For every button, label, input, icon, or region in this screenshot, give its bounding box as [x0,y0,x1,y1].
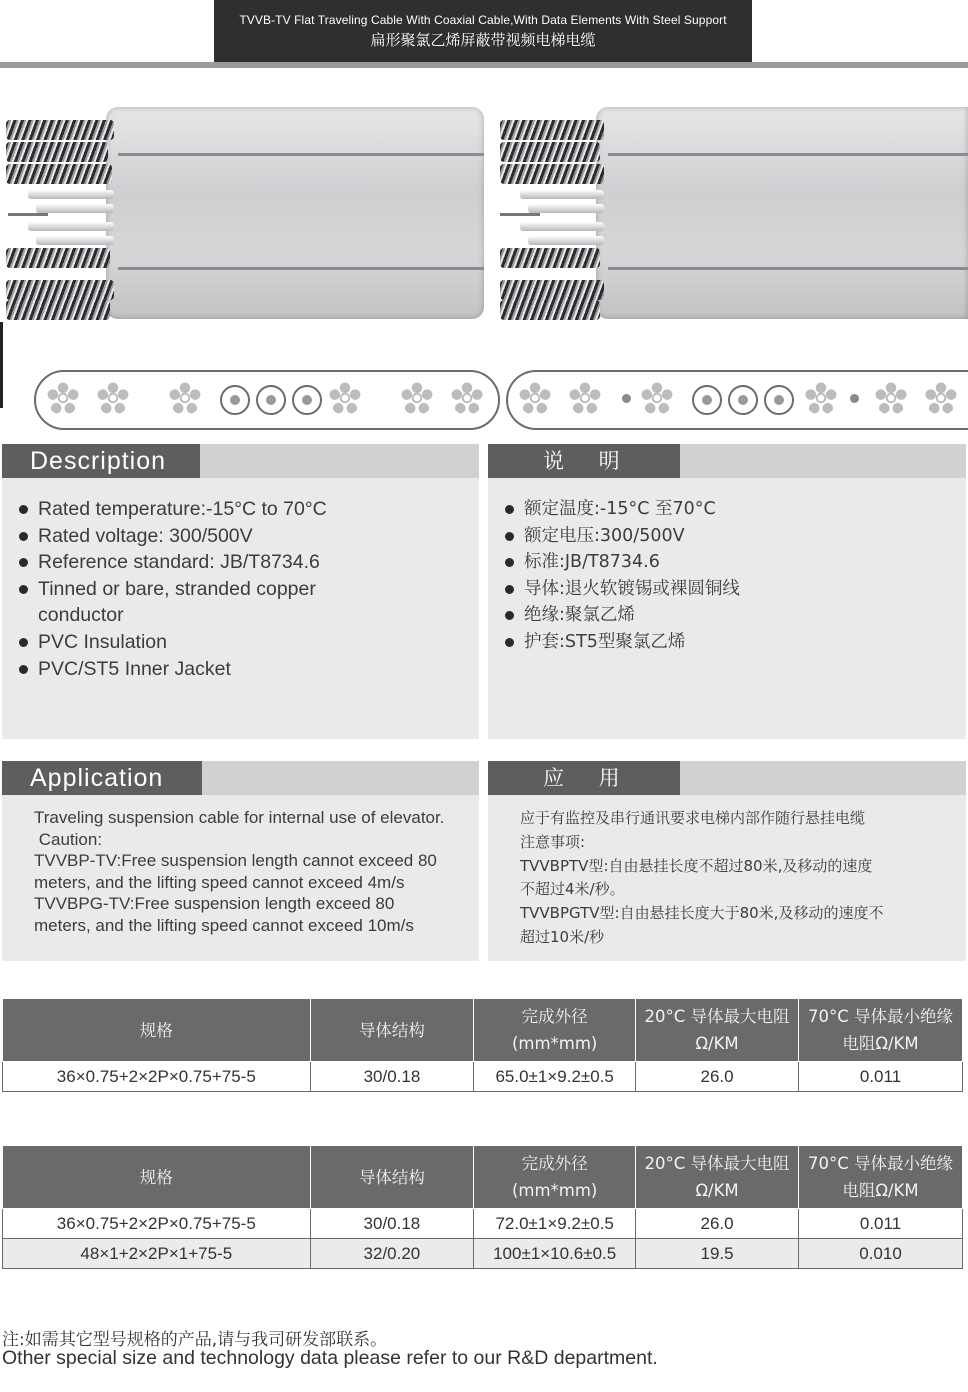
cell-conductor: 32/0.20 [310,1239,474,1269]
header-diameter-line1: 完成外径 [521,1007,588,1026]
cell-resistance: 19.5 [636,1239,799,1269]
header-insulation [799,1146,963,1209]
description-cn-list [502,496,740,656]
wire-bundle [6,248,110,268]
coax-element [220,385,250,415]
coax-core [36,236,114,245]
header-diameter [474,999,636,1062]
coax-core [28,222,114,231]
page-header [214,0,752,62]
text-line: 注意事项: [520,832,586,851]
conductor-strand [46,381,80,415]
conductor-strand [328,381,362,415]
header-title-cn: 扁形聚氯乙烯屏蔽带视频电梯电缆 [370,31,596,49]
cable-jacket [106,107,484,319]
cable-ridge-top [608,153,968,156]
steel-wire-dot [622,394,631,403]
conductor-strand [640,381,674,415]
header-insulation-line2: 电阻Ω/KM [842,1181,919,1200]
list-item: 额定电压:300/500V [502,523,740,550]
coax-element [292,385,322,415]
table-header-row [3,1146,963,1209]
spec-table-1 [2,998,963,1092]
cable-jacket [596,107,968,319]
coax-core [520,190,604,199]
wire-bundle [500,142,600,162]
spec-table-2 [2,1145,963,1269]
table-header-row [3,999,963,1062]
description-list [16,496,327,682]
table-row [3,1239,963,1269]
cable-ridge-bottom [608,267,968,270]
text-line: TVVBPTV型:自由悬挂长度不超过80米,及移动的速度 [520,856,873,875]
wire-bundle [6,120,114,140]
cross-section-left [34,370,500,430]
list-item: 护套:ST5型聚氯乙烯 [502,629,740,656]
wire-bundle [6,142,108,162]
application-panel [2,761,479,961]
list-item: Rated temperature:-15°C to 70°C [16,496,327,523]
edge-marker [0,322,3,408]
coax-core [528,204,604,213]
cell-insulation: 0.011 [799,1062,963,1092]
cell-insulation: 0.011 [799,1209,963,1239]
header-insulation-line1: 70°C 导体最小绝缘 [808,1154,954,1173]
header-resistance [636,999,799,1062]
cross-section-right [506,370,968,430]
description-heading: Description [2,444,200,478]
cable-ridge-top [118,153,484,156]
list-item: PVC Insulation [16,629,327,656]
table-row [3,1062,963,1092]
header-insulation-line2: 电阻Ω/KM [842,1034,919,1053]
cell-insulation: 0.010 [799,1239,963,1269]
list-item: 标准:JB/T8734.6 [502,549,740,576]
coax-element [764,385,794,415]
cell-diameter: 65.0±1×9.2±0.5 [474,1062,636,1092]
list-item: PVC/ST5 Inner Jacket [16,656,327,683]
cell-spec: 36×0.75+2×2P×0.75+75-5 [3,1209,311,1239]
conductor-strand [924,381,958,415]
text-line: TVVBPG-TV:Free suspension length exceed 80 [34,894,395,914]
text-line: Caution: [34,829,103,849]
wire-bundle [500,248,600,268]
header-conductor: 导体结构 [310,999,474,1062]
header-resistance-line1: 20°C 导体最大电阻 [644,1154,790,1173]
application-heading: Application [2,761,202,795]
cell-diameter: 100±1×10.6±0.5 [474,1239,636,1269]
wire-bundle [500,164,604,184]
conductor-strand [168,381,202,415]
cable-ridge-bottom [118,267,484,270]
text-line: TVVBP-TV:Free suspension length cannot exceed 80 [34,851,437,871]
wire-bundle [500,280,604,300]
conductor-strand [568,381,602,415]
coax-core [36,204,114,213]
cell-conductor: 30/0.18 [310,1209,474,1239]
coax-element [692,385,722,415]
header-title-en: TVVB-TV Flat Traveling Cable With Coaxial Cable,With Data Elements With Steel Support [239,13,727,27]
header-diameter-line2: (mm*mm) [511,1034,598,1053]
wire-bundle [6,280,114,300]
header-divider [0,62,968,68]
text-line: Traveling suspension cable for internal use of elevator. [34,808,445,827]
conductor-strand [96,381,130,415]
application-cn-heading: 应 用 [488,761,680,795]
list-item-continuation: conductor [38,604,124,627]
text-line: meters, and the lifting speed cannot exceed 4m/s [34,872,405,892]
wire-bundle [6,300,110,320]
description-panel [2,444,479,739]
footer-note-en: Other special size and technology data please refer to our R&D department. [2,1347,658,1369]
application-text [34,807,474,937]
list-item: Reference standard: JB/T8734.6 [16,549,327,576]
list-item: 额定温度:-15°C 至70°C [502,496,740,523]
coax-core [28,190,114,199]
header-insulation [799,999,963,1062]
description-cn-heading: 说 明 [488,444,680,478]
header-resistance [636,1146,799,1209]
header-diameter [474,1146,636,1209]
conductor-strand [804,381,838,415]
conductor-strand [518,381,552,415]
list-item: 绝缘:聚氯乙烯 [502,602,740,629]
header-resistance-line2: Ω/KM [695,1034,739,1053]
header-conductor: 导体结构 [310,1146,474,1209]
list-item: Tinned or bare, stranded copper [16,576,327,603]
description-cn-panel [488,444,966,739]
list-item: Rated voltage: 300/500V [16,523,327,550]
steel-wire-dot [850,394,859,403]
conductor-strand [400,381,434,415]
coax-core [528,236,604,245]
coax-element [728,385,758,415]
cell-spec: 48×1+2×2P×1+75-5 [3,1239,311,1269]
cable-illustration-right [500,100,968,330]
text-line: 应于有监控及串行通讯要求电梯内部作随行悬挂电缆 [520,809,866,827]
header-insulation-line1: 70°C 导体最小绝缘 [808,1007,954,1026]
coax-element [256,385,286,415]
application-cn-panel [488,761,966,961]
header-diameter-line2: (mm*mm) [511,1181,598,1200]
text-line: 超过10米/秒 [520,927,605,946]
steel-support [500,213,540,216]
wire-bundle [500,120,604,140]
header-resistance-line2: Ω/KM [695,1181,739,1200]
cell-resistance: 26.0 [636,1062,799,1092]
cell-diameter: 72.0±1×9.2±0.5 [474,1209,636,1239]
table-row [3,1209,963,1239]
cable-illustration-left [6,100,484,330]
coax-core [520,222,604,231]
cell-spec: 36×0.75+2×2P×0.75+75-5 [3,1062,311,1092]
application-cn-text [520,807,960,950]
conductor-strand [874,381,908,415]
steel-support [8,213,48,216]
header-spec: 规格 [3,999,311,1062]
header-spec: 规格 [3,1146,311,1209]
wire-bundle [500,300,600,320]
wire-bundle [6,164,112,184]
header-diameter-line1: 完成外径 [521,1154,588,1173]
conductor-strand [450,381,484,415]
text-line: TVVBPGTV型:自由悬挂长度大于80米,及移动的速度不 [520,904,884,923]
header-resistance-line1: 20°C 导体最大电阻 [644,1007,790,1026]
text-line: 不超过4米/秒。 [520,880,625,899]
list-item: 导体:退火软镀锡或裸圆铜线 [502,576,740,603]
footer-note-cn: 注:如需其它型号规格的产品,请与我司研发部联系。 [2,1330,388,1350]
cell-resistance: 26.0 [636,1209,799,1239]
text-line: meters, and the lifting speed cannot exceed 10m/s [34,915,414,935]
cell-conductor: 30/0.18 [310,1062,474,1092]
